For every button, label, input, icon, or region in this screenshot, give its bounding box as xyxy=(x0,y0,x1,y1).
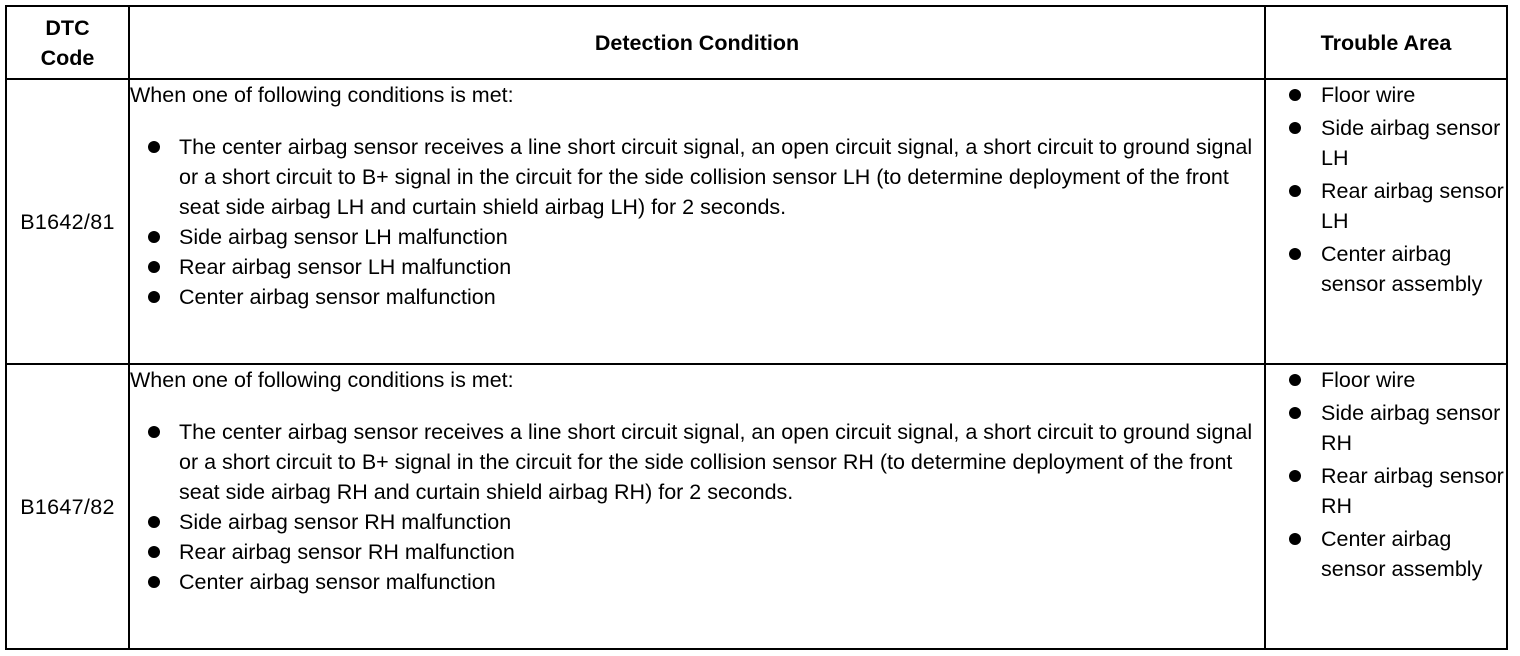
bullet-icon xyxy=(148,291,160,303)
dtc-code-cell: B1642/81 xyxy=(6,79,129,364)
trouble-area-item xyxy=(1266,524,1506,584)
detection-condition-cell xyxy=(129,79,1265,364)
trouble-area-text: Floor wire xyxy=(1321,368,1416,392)
header-dtc-code xyxy=(6,6,129,79)
bullet-icon xyxy=(148,231,160,243)
bullet-icon xyxy=(1289,407,1301,419)
condition-text: Side airbag sensor LH malfunction xyxy=(179,225,508,249)
condition-item xyxy=(130,507,1264,537)
trouble-area-item xyxy=(1266,113,1506,173)
bullet-icon xyxy=(148,261,160,273)
trouble-area-item xyxy=(1266,239,1506,299)
condition-intro: When one of following conditions is met: xyxy=(130,83,514,107)
trouble-area-list xyxy=(1266,365,1506,584)
condition-item xyxy=(130,537,1264,567)
trouble-area-text: Side airbag sensor RH xyxy=(1321,401,1501,455)
header-dtc-code-line1: DTC xyxy=(45,15,90,40)
condition-item xyxy=(130,567,1264,597)
table-row xyxy=(6,79,1507,364)
bullet-icon xyxy=(1289,185,1301,197)
condition-text: Rear airbag sensor RH malfunction xyxy=(179,540,515,564)
bullet-icon xyxy=(1289,122,1301,134)
table-row xyxy=(6,364,1507,649)
condition-text: Center airbag sensor malfunction xyxy=(179,570,496,594)
trouble-area-text: Side airbag sensor LH xyxy=(1321,116,1501,170)
condition-item xyxy=(130,417,1264,507)
trouble-area-list xyxy=(1266,80,1506,299)
trouble-area-item xyxy=(1266,176,1506,236)
trouble-area-text: Rear airbag sensor RH xyxy=(1321,464,1504,518)
header-trouble-area: Trouble Area xyxy=(1265,6,1507,79)
trouble-area-item xyxy=(1266,398,1506,458)
trouble-area-item xyxy=(1266,365,1506,395)
header-detection-condition: Detection Condition xyxy=(129,6,1265,79)
bullet-icon xyxy=(1289,470,1301,482)
bullet-icon xyxy=(148,426,160,438)
trouble-area-cell xyxy=(1265,364,1507,649)
condition-item xyxy=(130,222,1264,252)
table-header-row xyxy=(6,6,1507,79)
bullet-icon xyxy=(148,141,160,153)
header-dtc-code-line2: Code xyxy=(40,45,95,70)
condition-text: The center airbag sensor receives a line short circuit signal, an open circuit signal, a short circuit to ground signal or a short circuit to B+ signal in the circuit for the side collision sensor RH (to determine deployment of the front seat side airbag RH and curtain shield airbag RH) for 2 seconds. xyxy=(179,420,1253,504)
dtc-code-cell: B1647/82 xyxy=(6,364,129,649)
detection-condition-cell xyxy=(129,364,1265,649)
bullet-icon xyxy=(1289,89,1301,101)
condition-list xyxy=(130,417,1264,597)
condition-list xyxy=(130,132,1264,312)
bullet-icon xyxy=(148,516,160,528)
condition-text: Side airbag sensor RH malfunction xyxy=(179,510,512,534)
condition-item xyxy=(130,282,1264,312)
bullet-icon xyxy=(1289,533,1301,545)
condition-text: Rear airbag sensor LH malfunction xyxy=(179,255,512,279)
bullet-icon xyxy=(148,576,160,588)
condition-item xyxy=(130,132,1264,222)
trouble-area-text: Center airbag sensor assembly xyxy=(1321,242,1483,296)
bullet-icon xyxy=(1289,374,1301,386)
trouble-area-text: Floor wire xyxy=(1321,83,1416,107)
condition-item xyxy=(130,252,1264,282)
condition-intro: When one of following conditions is met: xyxy=(130,368,514,392)
trouble-area-text: Center airbag sensor assembly xyxy=(1321,527,1483,581)
bullet-icon xyxy=(1289,248,1301,260)
dtc-table xyxy=(5,5,1508,650)
trouble-area-item xyxy=(1266,461,1506,521)
trouble-area-cell xyxy=(1265,79,1507,364)
trouble-area-item xyxy=(1266,80,1506,110)
bullet-icon xyxy=(148,546,160,558)
condition-text: Center airbag sensor malfunction xyxy=(179,285,496,309)
trouble-area-text: Rear airbag sensor LH xyxy=(1321,179,1504,233)
condition-text: The center airbag sensor receives a line short circuit signal, an open circuit signal, a short circuit to ground signal or a short circuit to B+ signal in the circuit for the side collision sensor LH (to determine deployment of the front seat side airbag LH and curtain shield airbag LH) for 2 seconds. xyxy=(179,135,1253,219)
